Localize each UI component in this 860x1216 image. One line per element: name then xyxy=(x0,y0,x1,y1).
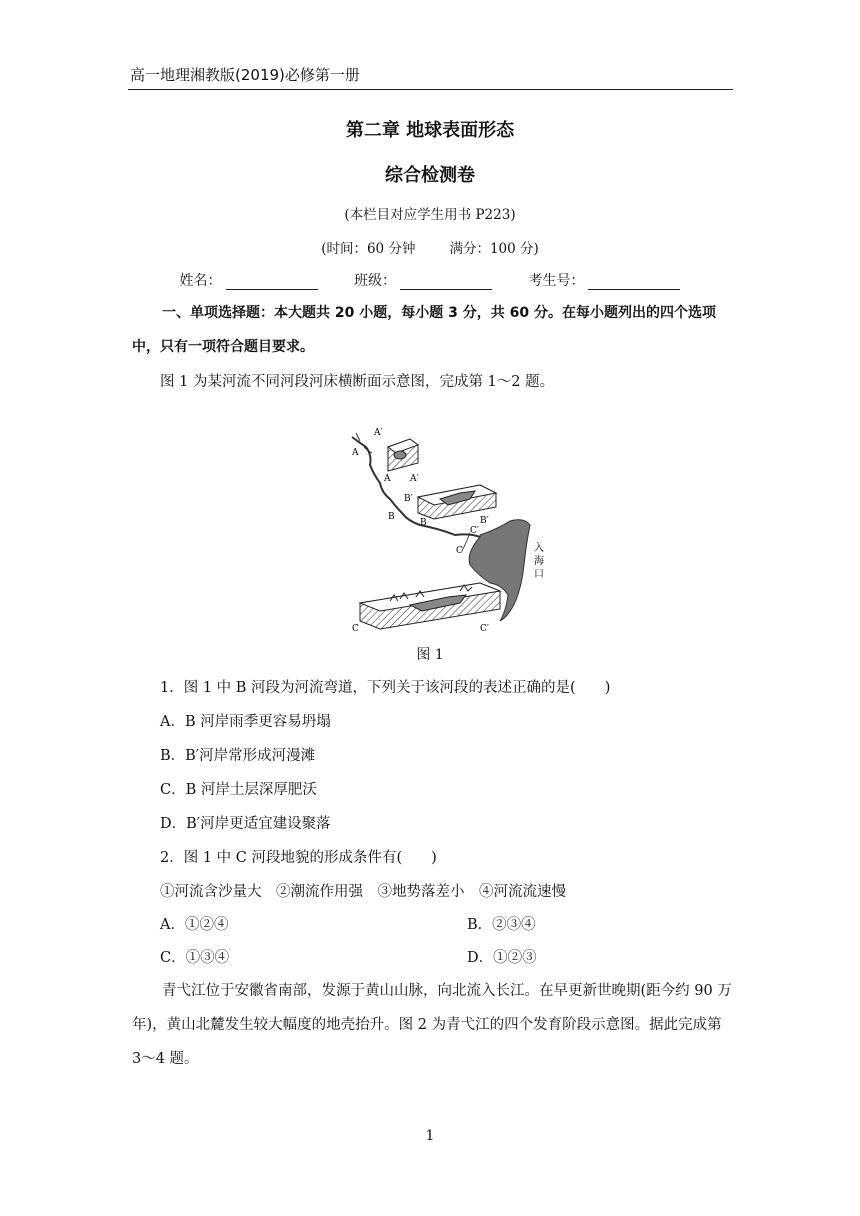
name-label: 姓名： xyxy=(179,273,222,289)
label-b-prime-top: B′ xyxy=(404,494,413,504)
label-c-prime-top: C′ xyxy=(470,526,479,536)
q2-conditions: ①河流含沙量大 ②潮流作用强 ③地势落差小 ④河流流速慢 xyxy=(160,884,566,900)
class-blank xyxy=(400,275,492,290)
id-label: 考生号： xyxy=(528,273,585,289)
label-a-prime-top: A′ xyxy=(374,428,383,438)
page-number: 1 xyxy=(425,1128,435,1144)
q2-option-c[interactable]: C．①③④ xyxy=(160,950,230,966)
label-c-top: C xyxy=(456,546,463,556)
label-b-prime-bottom: B′ xyxy=(480,516,489,526)
exam-title: 综合检测卷 xyxy=(385,165,475,186)
intro-text-1: 图 1 为某河流不同河段河床横断面示意图，完成第 1～2 题。 xyxy=(160,374,555,390)
question-2-stem: 2．图 1 中 C 河段地貌的形成条件有( ) xyxy=(160,850,437,866)
intro-text-2: 青弋江位于安徽省南部，发源于黄山山脉，向北流入长江。在早更新世晚期(距今约 90 万年)，黄山北麓发生较大幅度的地壳抬升。图 2 为青弋江的四个发育阶段示意图。据此完成第 3～4 题。 xyxy=(132,983,732,1067)
estuary-label-2: 海 xyxy=(534,556,544,567)
section-heading: 一、单项选择题：本大题共 20 小题，每小题 3 分，共 60 分。在每小题列出的四个选项中，只有一项符合题目要求。 xyxy=(132,305,716,355)
label-a-prime-bottom: A′ xyxy=(410,474,419,484)
class-label: 班级： xyxy=(354,273,396,289)
label-a-bottom: A xyxy=(384,474,391,484)
student-info-row xyxy=(0,270,860,290)
estuary-label-3: 口 xyxy=(534,569,544,580)
q1-option-c[interactable]: C．B 河岸土层深厚肥沃 xyxy=(160,782,317,798)
id-blank xyxy=(588,275,680,290)
class-field[interactable] xyxy=(354,270,492,290)
name-blank xyxy=(226,275,318,290)
q2-option-a[interactable]: A．①②④ xyxy=(160,917,229,933)
source-note: (本栏目对应学生用书 P223) xyxy=(344,207,516,223)
section-b-block xyxy=(418,485,496,519)
q2-option-d[interactable]: D．①②③ xyxy=(467,950,537,966)
label-c-bottom: C xyxy=(352,624,359,634)
figure-1-caption: 图 1 xyxy=(416,647,444,663)
q1-option-b[interactable]: B．B′河岸常形成河漫滩 xyxy=(160,748,316,764)
chapter-title: 第二章 地球表面形态 xyxy=(345,120,515,141)
label-a-left: A xyxy=(352,448,359,458)
label-b-left: B xyxy=(388,512,395,522)
q1-option-a[interactable]: A．B 河岸雨季更容易坍塌 xyxy=(160,714,331,730)
q2-option-b[interactable]: B．②③④ xyxy=(467,917,536,933)
estuary-label-1: 入 xyxy=(534,543,544,554)
label-c-prime-bottom: C′ xyxy=(480,624,489,634)
q1-option-d[interactable]: D．B′河岸更适宜建设聚落 xyxy=(160,816,331,832)
section-c-block xyxy=(360,583,500,629)
full-score: 满分：100 分) xyxy=(449,241,539,257)
question-1-stem: 1．图 1 中 B 河段为河流弯道，下列关于该河段的表述正确的是( ) xyxy=(160,680,611,696)
name-field[interactable] xyxy=(180,270,318,290)
header-rule xyxy=(128,89,733,90)
label-b-bottom: B xyxy=(420,518,427,528)
id-field[interactable] xyxy=(528,270,680,290)
running-header: 高一地理湘教版(2019)必修第一册 xyxy=(130,66,360,84)
time-score xyxy=(0,237,860,257)
river-cross-section-figure xyxy=(330,425,560,640)
section-a-block xyxy=(388,439,418,471)
time-limit: (时间：60 分钟 xyxy=(321,241,416,257)
